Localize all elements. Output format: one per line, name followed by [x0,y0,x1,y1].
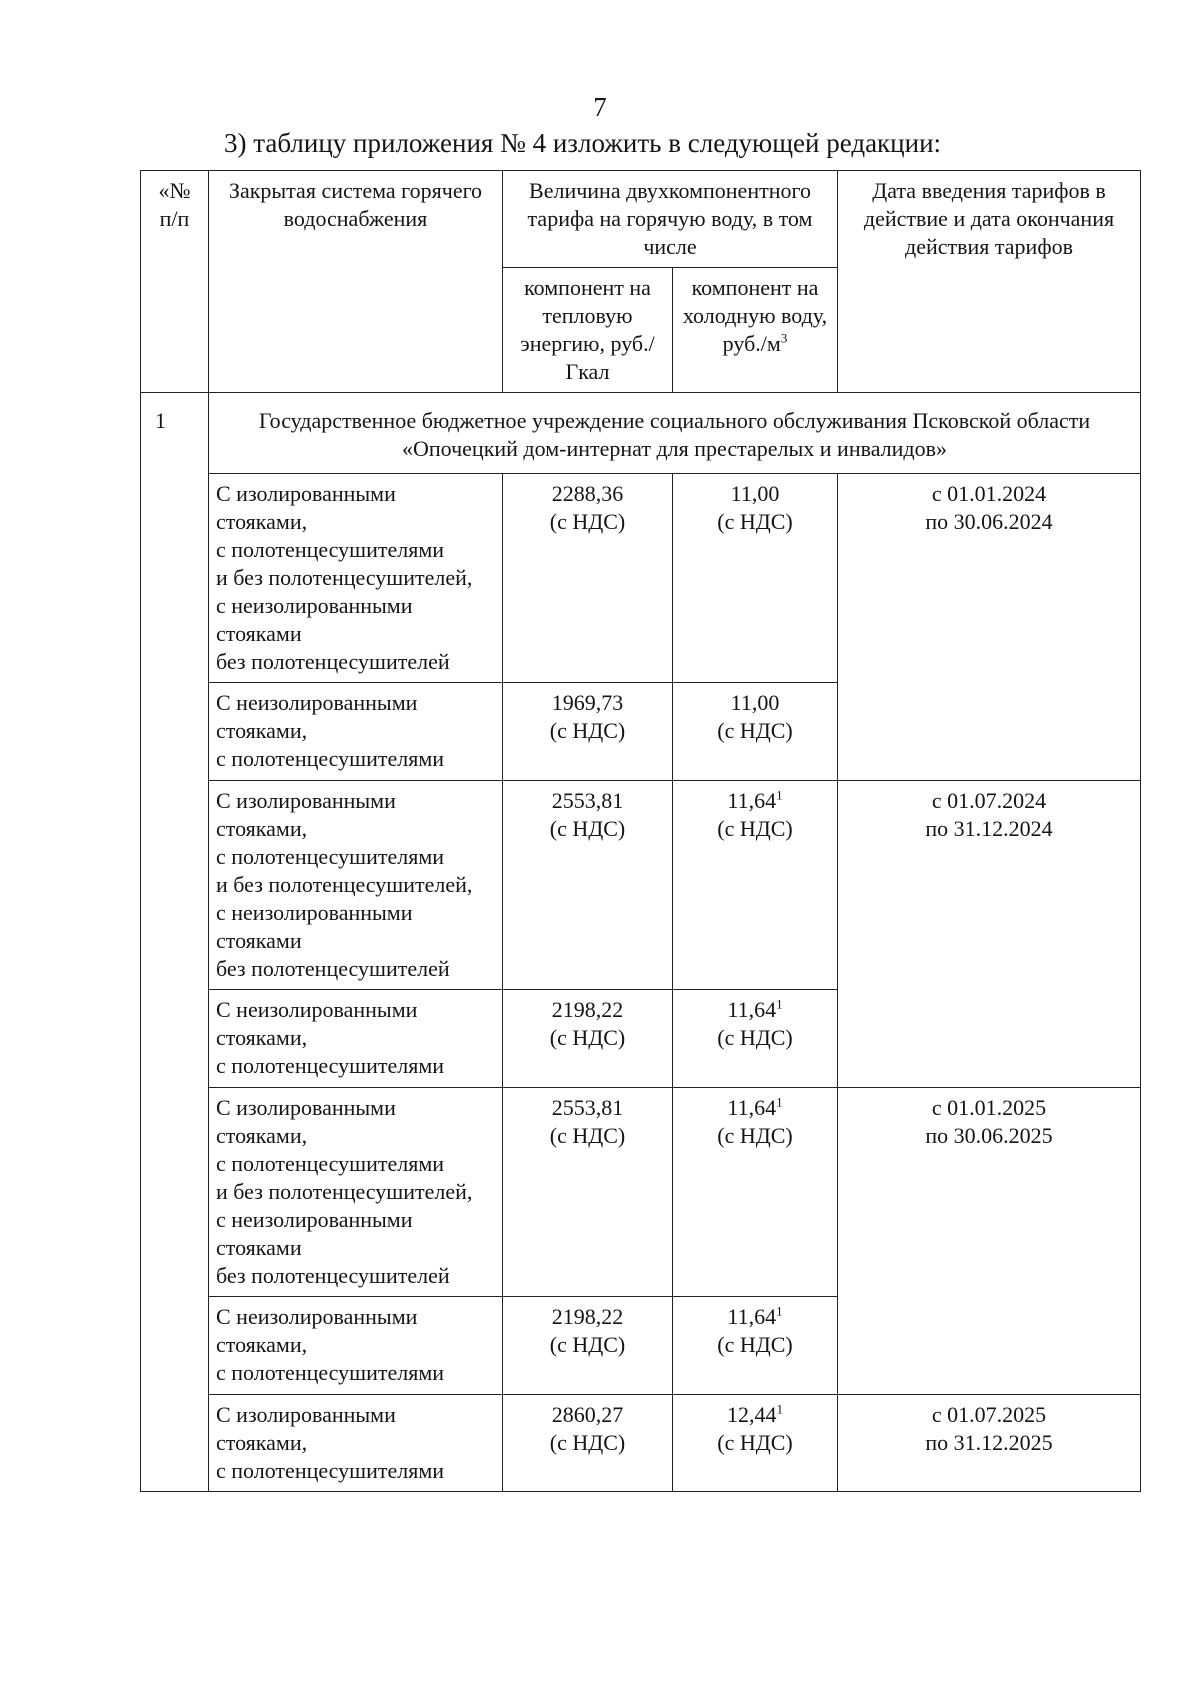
vat-note: (с НДС) [549,1430,626,1455]
vat-note: (с НДС) [549,1123,626,1148]
validity-dates: с 01.07.2024 по 31.12.2024 [838,781,1141,1088]
header-system: Закрытая система горячего водоснабжения [209,171,503,393]
cold-value: 11,64$^1$ [727,1094,783,1120]
system-description: С изолированными стояками, с полотенцесушителями и без полотенцесушителей, с неизолированными стояками без полотенцесушителей [209,781,503,990]
heat-component-cell [503,1297,673,1395]
heat-component-cell [503,990,673,1088]
cold-value: 11,00 [730,481,780,506]
validity-dates: с 01.07.2025 по 31.12.2025 [838,1395,1141,1492]
heat-value: 2198,22 [551,1304,624,1329]
table-row [141,781,1141,990]
system-description: С неизолированными стояками, с полотенцесушителями [209,1297,503,1395]
header-dates: Дата введения тарифов в действие и дата окончания действия тарифов [838,171,1141,393]
vat-note: (с НДС) [549,1025,626,1050]
footnote-mark: 1 [776,996,783,1012]
vat-note: (с НДС) [549,509,626,534]
cold-value: 11,64$^1$ [727,996,783,1022]
header-row [141,171,1141,268]
vat-note: (с НДС) [549,816,626,841]
table-row [141,474,1141,683]
cold-value: 11,64$^1$ [727,787,783,813]
footnote-mark: 1 [776,787,783,803]
heat-component-cell [503,683,673,781]
heat-component-cell [503,1088,673,1297]
validity-dates: с 01.01.2024 по 30.06.2024 [838,474,1141,781]
page-number: 7 [593,92,607,122]
table-row [141,1395,1141,1492]
vat-note: (с НДС) [717,1430,793,1455]
cold-component-cell [673,1395,838,1492]
organization-row [141,393,1141,474]
cold-value: 11,00 [730,690,780,715]
heat-value: 2553,81 [551,788,624,813]
vat-note: (с НДС) [717,816,793,841]
vat-note: (с НДС) [717,1025,793,1050]
heat-value: 2198,22 [551,997,624,1022]
heat-value: 2553,81 [551,1095,624,1120]
vat-note: (с НДС) [717,1123,793,1148]
intro-text: 3) таблицу приложения № 4 изложить в следующей редакции: [224,128,942,158]
vat-note: (с НДС) [717,718,793,743]
system-description: С неизолированными стояками, с полотенцесушителями [209,990,503,1088]
organization-name: Государственное бюджетное учреждение социального обслуживания Псковской области «Опочецкий дом-интернат для престарелых и инвалидов» [209,393,1141,474]
system-description: С неизолированными стояками, с полотенцесушителями [209,683,503,781]
heat-component-cell [503,474,673,683]
table-row [141,1088,1141,1297]
system-description: С изолированными стояками, с полотенцесушителями и без полотенцесушителей, с неизолированными стояками без полотенцесушителей [209,1088,503,1297]
heat-value: 2860,27 [551,1402,624,1427]
system-description: С изолированными стояками, с полотенцесушителями и без полотенцесушителей, с неизолированными стояками без полотенцесушителей [209,474,503,683]
cold-component-cell [673,1088,838,1297]
row-number: 1 [141,393,209,1492]
header-tariff: Величина двухкомпонентного тарифа на горячую воду, в том числе [503,171,838,268]
validity-dates: с 01.01.2025 по 30.06.2025 [838,1088,1141,1395]
cold-component-cell [673,1297,838,1395]
heat-value: 1969,73 [551,690,624,715]
tariff-table [140,170,1141,1492]
vat-note: (с НДС) [549,1332,626,1357]
cold-component-cell [673,683,838,781]
vat-note: (с НДС) [549,718,626,743]
header-heat: компонент на тепловую энергию, руб./Гкал [503,268,673,393]
cold-value: 11,64$^1$ [727,1303,783,1329]
footnote-mark: 1 [776,1094,783,1110]
heat-value: 2288,36 [551,481,624,506]
header-cold: компонент на холодную воду, $руб./м^3$ [673,268,838,393]
vat-note: (с НДС) [717,509,793,534]
footnote-mark: 1 [776,1401,783,1417]
cold-component-cell [673,474,838,683]
heat-component-cell [503,1395,673,1492]
cold-component-cell [673,781,838,990]
heat-component-cell [503,781,673,990]
vat-note: (с НДС) [717,1332,793,1357]
header-num: «№ п/п [141,171,209,393]
system-description: С изолированными стояками, с полотенцесушителями [209,1395,503,1492]
cold-value: 12,44$^1$ [727,1401,783,1427]
footnote-mark: 1 [776,1303,783,1319]
cold-component-cell [673,990,838,1088]
